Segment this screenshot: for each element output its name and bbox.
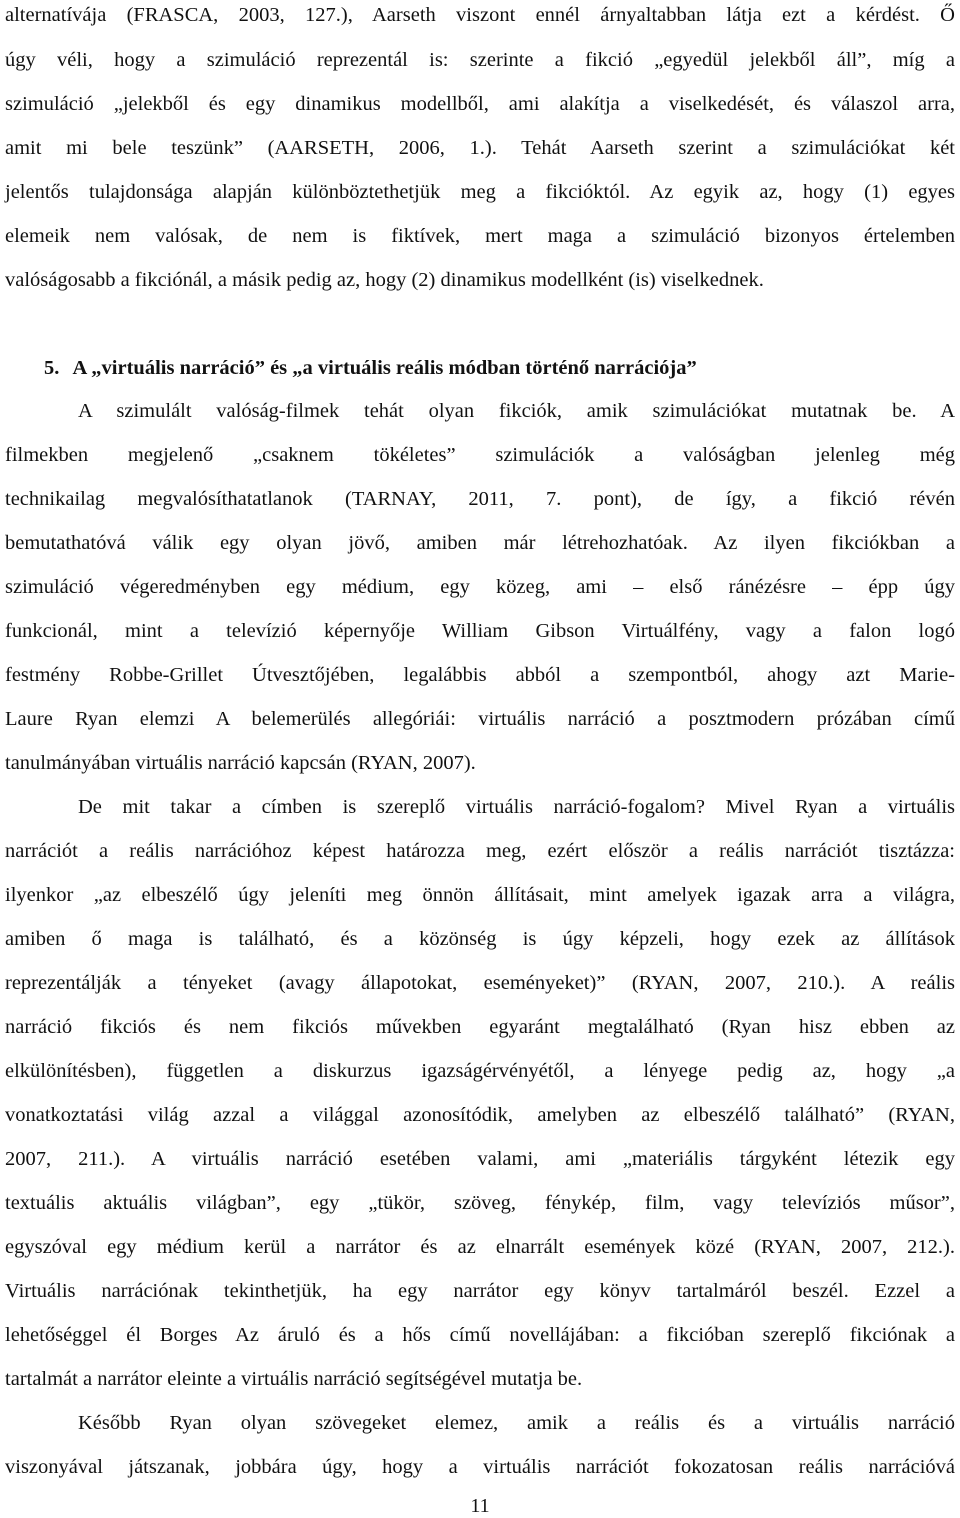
text-line: lehetőséggel él Borges Az áruló és a hős című novellájában: a fikcióban szereplő fikciónak a	[5, 1324, 955, 1346]
text-line: A szimulált valóság-filmek tehát olyan fikciók, amik szimulációkat mutatnak be. A	[78, 400, 955, 422]
text-line: textuális aktuális világban”, egy „tükör, szöveg, fénykép, film, vagy televíziós műsor”,	[5, 1192, 955, 1214]
text-line: szimuláció „jelekből és egy dinamikus modellből, ami alakítja a viselkedését, és válaszol arra,	[5, 93, 955, 115]
text-line: tanulmányában virtuális narráció kapcsán (RYAN, 2007).	[5, 752, 476, 774]
text-line: elkülönítésben), független a diskurzus igazságérvényétől, a lényege pedig az, hogy „a	[5, 1060, 955, 1082]
text-line: bemutathatóvá válik egy olyan jövő, amiben már létrehozhatóak. Az ilyen fikciókban a	[5, 532, 955, 554]
text-line: valóságosabb a fikciónál, a másik pedig az, hogy (2) dinamikus modellként (is) viselkednek.	[5, 269, 764, 291]
page-number: 11	[470, 1495, 490, 1517]
text-line: jelentős tulajdonsága alapján különböztethetjük meg a fikcióktól. Az egyik az, hogy (1) egyes	[5, 181, 955, 203]
text-line: ilyenkor „az elbeszélő úgy jeleníti meg önnön állításait, mint amelyek igazak arra a világra,	[5, 884, 955, 906]
text-line: De mit takar a címben is szereplő virtuális narráció-fogalom? Mivel Ryan a virtuális	[78, 796, 955, 818]
text-line: technikailag megvalósíthatatlanok (TARNAY, 2011, 7. pont), de így, a fikció révén	[5, 488, 955, 510]
text-line: narráció fikciós és nem fikciós művekben egyaránt megtalálható (Ryan hisz ebben az	[5, 1016, 955, 1038]
section-title: A „virtuális narráció” és „a virtuális reális módban történő narrációja”	[72, 357, 697, 379]
text-line: alternatívája (FRASCA, 2003, 127.), Aarseth viszont ennél árnyaltabban látja ezt a kérdést. Ő	[5, 4, 955, 26]
text-line: funkcionál, mint a televízió képernyője William Gibson Virtuálfény, vagy a falon logó	[5, 620, 955, 642]
text-line: Később Ryan olyan szövegeket elemez, amik a reális és a virtuális narráció	[78, 1412, 955, 1434]
text-line: amiben ő maga is található, és a közönség is úgy képzeli, hogy ezek az állítások	[5, 928, 955, 950]
section-heading	[44, 355, 944, 381]
text-line: 2007, 211.). A virtuális narráció esetében valami, ami „materiális tárgyként létezik egy	[5, 1148, 955, 1170]
text-line: Virtuális narrációnak tekinthetjük, ha egy narrátor egy könyv tartalmáról beszél. Ezzel a	[5, 1280, 955, 1302]
text-line: filmekben megjelenő „csaknem tökéletes” szimulációk a valóságban jelenleg még	[5, 444, 955, 466]
text-line: narrációt a reális narrációhoz képest határozza meg, ezért először a reális narrációt tisztázza:	[5, 840, 955, 862]
text-line: vonatkoztatási világ azzal a világgal azonosítódik, amelyben az elbeszélő található” (RYAN,	[5, 1104, 955, 1126]
text-line: viszonyával játszanak, jobbára úgy, hogy a virtuális narrációt fokozatosan reális narrációvá	[5, 1456, 955, 1478]
text-line: elemeik nem valósak, de nem is fiktívek, mert maga a szimuláció bizonyos értelemben	[5, 225, 955, 247]
text-line: amit mi bele teszünk” (AARSETH, 2006, 1.). Tehát Aarseth szerint a szimulációkat két	[5, 137, 955, 159]
text-line: szimuláció végeredményben egy médium, egy közeg, ami – első ránézésre – épp úgy	[5, 576, 955, 598]
text-line: Laure Ryan elemzi A belemerülés allegóriái: virtuális narráció a posztmodern prózában című	[5, 708, 955, 730]
text-line: tartalmát a narrátor eleinte a virtuális narráció segítségével mutatja be.	[5, 1368, 583, 1390]
text-line: úgy véli, hogy a szimuláció reprezentál is: szerinte a fikció „egyedül jelekből áll”, míg a	[5, 49, 955, 71]
text-line: egyszóval egy médium kerül a narrátor és az elnarrált események közé (RYAN, 2007, 212.).	[5, 1236, 955, 1258]
text-line: festmény Robbe-Grillet Útvesztőjében, legalábbis abból a szempontból, ahogy azt Marie-	[5, 664, 955, 686]
text-line: reprezentálják a tényeket (avagy állapotokat, eseményeket)” (RYAN, 2007, 210.). A reális	[5, 972, 955, 994]
section-number: 5.	[44, 357, 60, 379]
